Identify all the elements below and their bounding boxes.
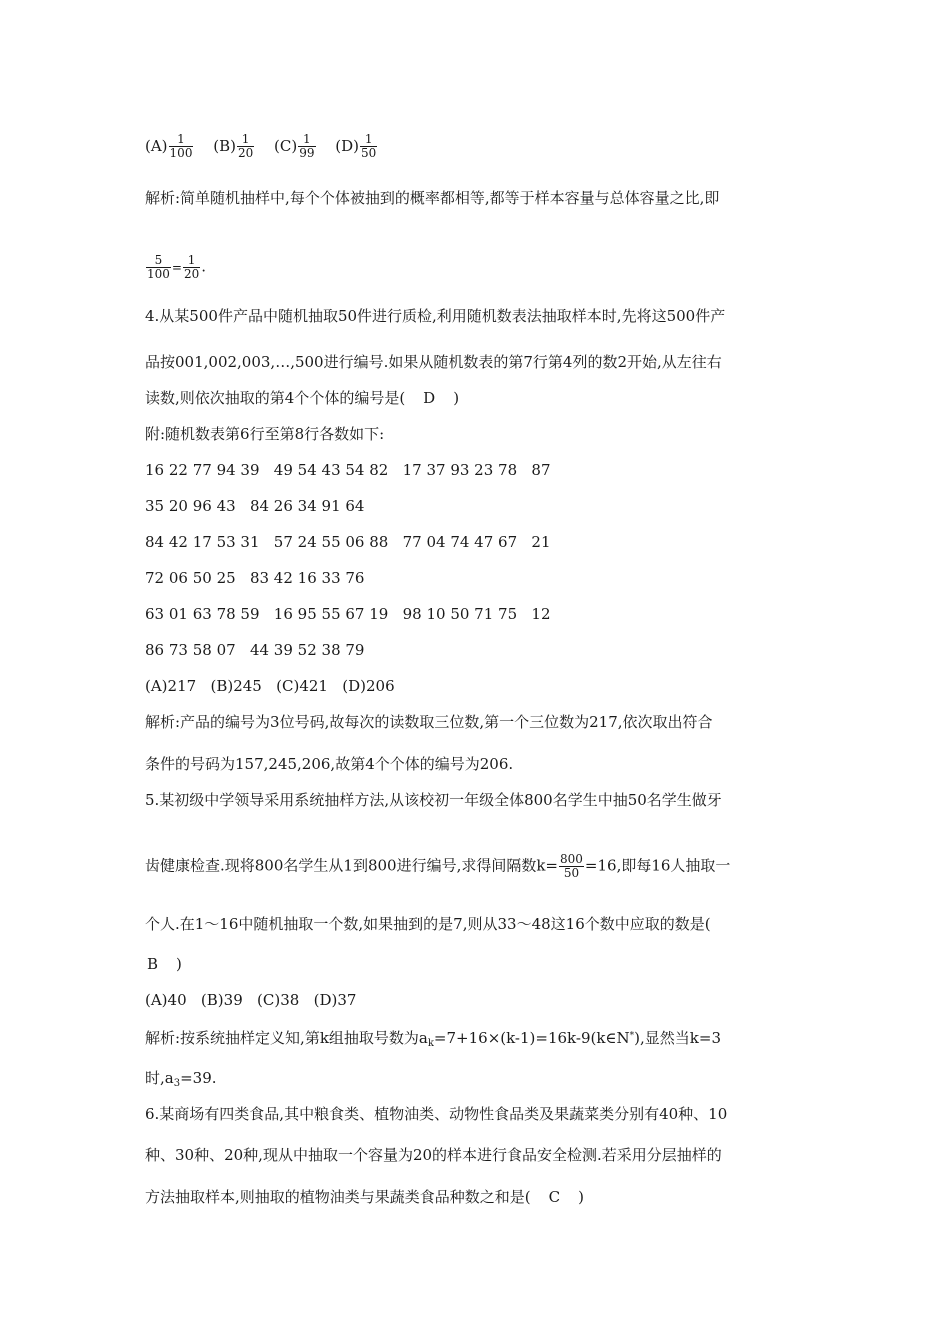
denominator: 50 (563, 866, 580, 880)
fraction (169, 133, 194, 160)
fraction (146, 254, 171, 281)
q4-appendix: 附:随机数表第6行至第8行各数如下: (145, 425, 385, 443)
q4-stem-text: 读数,则依次抽取的第4个个体的编号是( (145, 389, 406, 407)
q5-analysis-text: =7+16×(k-1)=16k-9(k∈N (433, 1029, 630, 1047)
denominator: 99 (299, 146, 315, 160)
q5-options: (A)40 (B)39 (C)38 (D)37 (145, 991, 357, 1009)
q6-line-3 (145, 1187, 584, 1207)
q5-analysis-text: ),显然当k=3 (634, 1029, 721, 1047)
superscript: * (629, 1031, 635, 1041)
q3-option-d (335, 132, 378, 160)
q3-option-b (213, 132, 260, 160)
q5-line-3: 个人.在1～16中随机抽取一个数,如果抽到的是7,则从33～48这16个数中应取的数是( (145, 915, 711, 933)
period: . (201, 257, 207, 276)
q3-option-a (145, 132, 199, 160)
equals-sign: = (171, 260, 182, 275)
denominator: 50 (361, 146, 377, 160)
q5-stem-text: =16,即每16人抽取一 (584, 856, 731, 875)
fraction (360, 133, 377, 160)
numerator: 1 (298, 133, 315, 147)
q4-answer: D (423, 389, 436, 407)
denominator: 20 (183, 267, 200, 281)
q5-analysis-text: 时,a (145, 1069, 174, 1087)
q3-options (145, 133, 392, 160)
q5-analysis-text: =39. (180, 1069, 217, 1087)
table-row: 86 73 58 07 44 39 52 38 79 (145, 641, 365, 659)
option-label: (D) (335, 136, 360, 155)
denominator: 100 (147, 267, 170, 281)
q4-line-3 (145, 388, 459, 408)
close-paren: ) (578, 1188, 584, 1206)
fraction (183, 254, 200, 281)
q5-answer: B (147, 955, 159, 973)
q6-line-2: 种、30种、20种,现从中抽取一个容量为20的样本进行食品安全检测.若采用分层抽样的 (145, 1146, 722, 1164)
numerator: 1 (183, 254, 200, 268)
q4-analysis-2: 条件的号码为157,245,206,故第4个个体的编号为206. (145, 755, 514, 773)
numerator: 1 (360, 133, 377, 147)
table-row: 16 22 77 94 39 49 54 43 54 82 17 37 93 23 78 87 (145, 461, 551, 479)
subscript: k (427, 1038, 434, 1049)
numerator: 1 (169, 133, 194, 147)
q5-line-2 (145, 853, 730, 880)
table-row: 84 42 17 53 31 57 24 55 06 88 77 04 74 47 67 21 (145, 533, 551, 551)
q4-line-2: 品按001,002,003,…,500进行编号.如果从随机数表的第7行第4列的数2开始,从左往右 (145, 353, 722, 371)
fraction (237, 133, 254, 160)
numerator: 1 (237, 133, 254, 147)
close-paren: ) (453, 389, 460, 407)
q6-stem-text: 方法抽取样本,则抽取的植物油类与果蔬类食品种数之和是( (145, 1188, 531, 1206)
numerator: 800 (560, 852, 583, 866)
q5-analysis-text: 解析:按系统抽样定义知,第k组抽取号数为a (145, 1029, 428, 1047)
q5-analysis-1 (145, 1026, 721, 1054)
table-row: 63 01 63 78 59 16 95 55 67 19 98 10 50 71 75 12 (145, 605, 551, 623)
fraction (559, 853, 584, 880)
table-row: 35 20 96 43 84 26 34 91 64 (145, 497, 365, 515)
q6-answer: C (548, 1188, 561, 1206)
q3-option-c (274, 132, 321, 160)
q3-result (145, 254, 206, 281)
denominator: 20 (237, 146, 254, 160)
option-label: (C) (274, 136, 298, 155)
q5-stem-text: 齿健康检查.现将800名学生从1到800进行编号,求得间隔数k= (145, 856, 559, 875)
subscript: 3 (173, 1078, 181, 1089)
q4-options: (A)217 (B)245 (C)421 (D)206 (145, 677, 395, 695)
option-label: (A) (145, 136, 168, 155)
q4-analysis-1: 解析:产品的编号为3位号码,故每次的读数取三位数,第一个三位数为217,依次取出符合 (145, 713, 713, 731)
q5-line-1: 5.某初级中学领导采用系统抽样方法,从该校初一年级全体800名学生中抽50名学生做牙 (145, 791, 722, 809)
q6-line-1: 6.某商场有四类食品,其中粮食类、植物油类、动物性食品类及果蔬菜类分别有40种、10 (145, 1105, 728, 1123)
option-label: (B) (213, 136, 236, 155)
q5-answer-line (145, 954, 182, 974)
numerator: 5 (146, 254, 171, 268)
q5-analysis-2 (145, 1068, 217, 1094)
close-paren: ) (176, 955, 182, 973)
fraction (298, 133, 315, 160)
table-row: 72 06 50 25 83 42 16 33 76 (145, 569, 365, 587)
q3-analysis: 解析:简单随机抽样中,每个个体被抽到的概率都相等,都等于样本容量与总体容量之比,即 (145, 189, 720, 207)
denominator: 100 (169, 146, 193, 160)
q4-line-1: 4.从某500件产品中随机抽取50件进行质检,利用随机数表法抽取样本时,先将这500件产 (145, 307, 726, 325)
